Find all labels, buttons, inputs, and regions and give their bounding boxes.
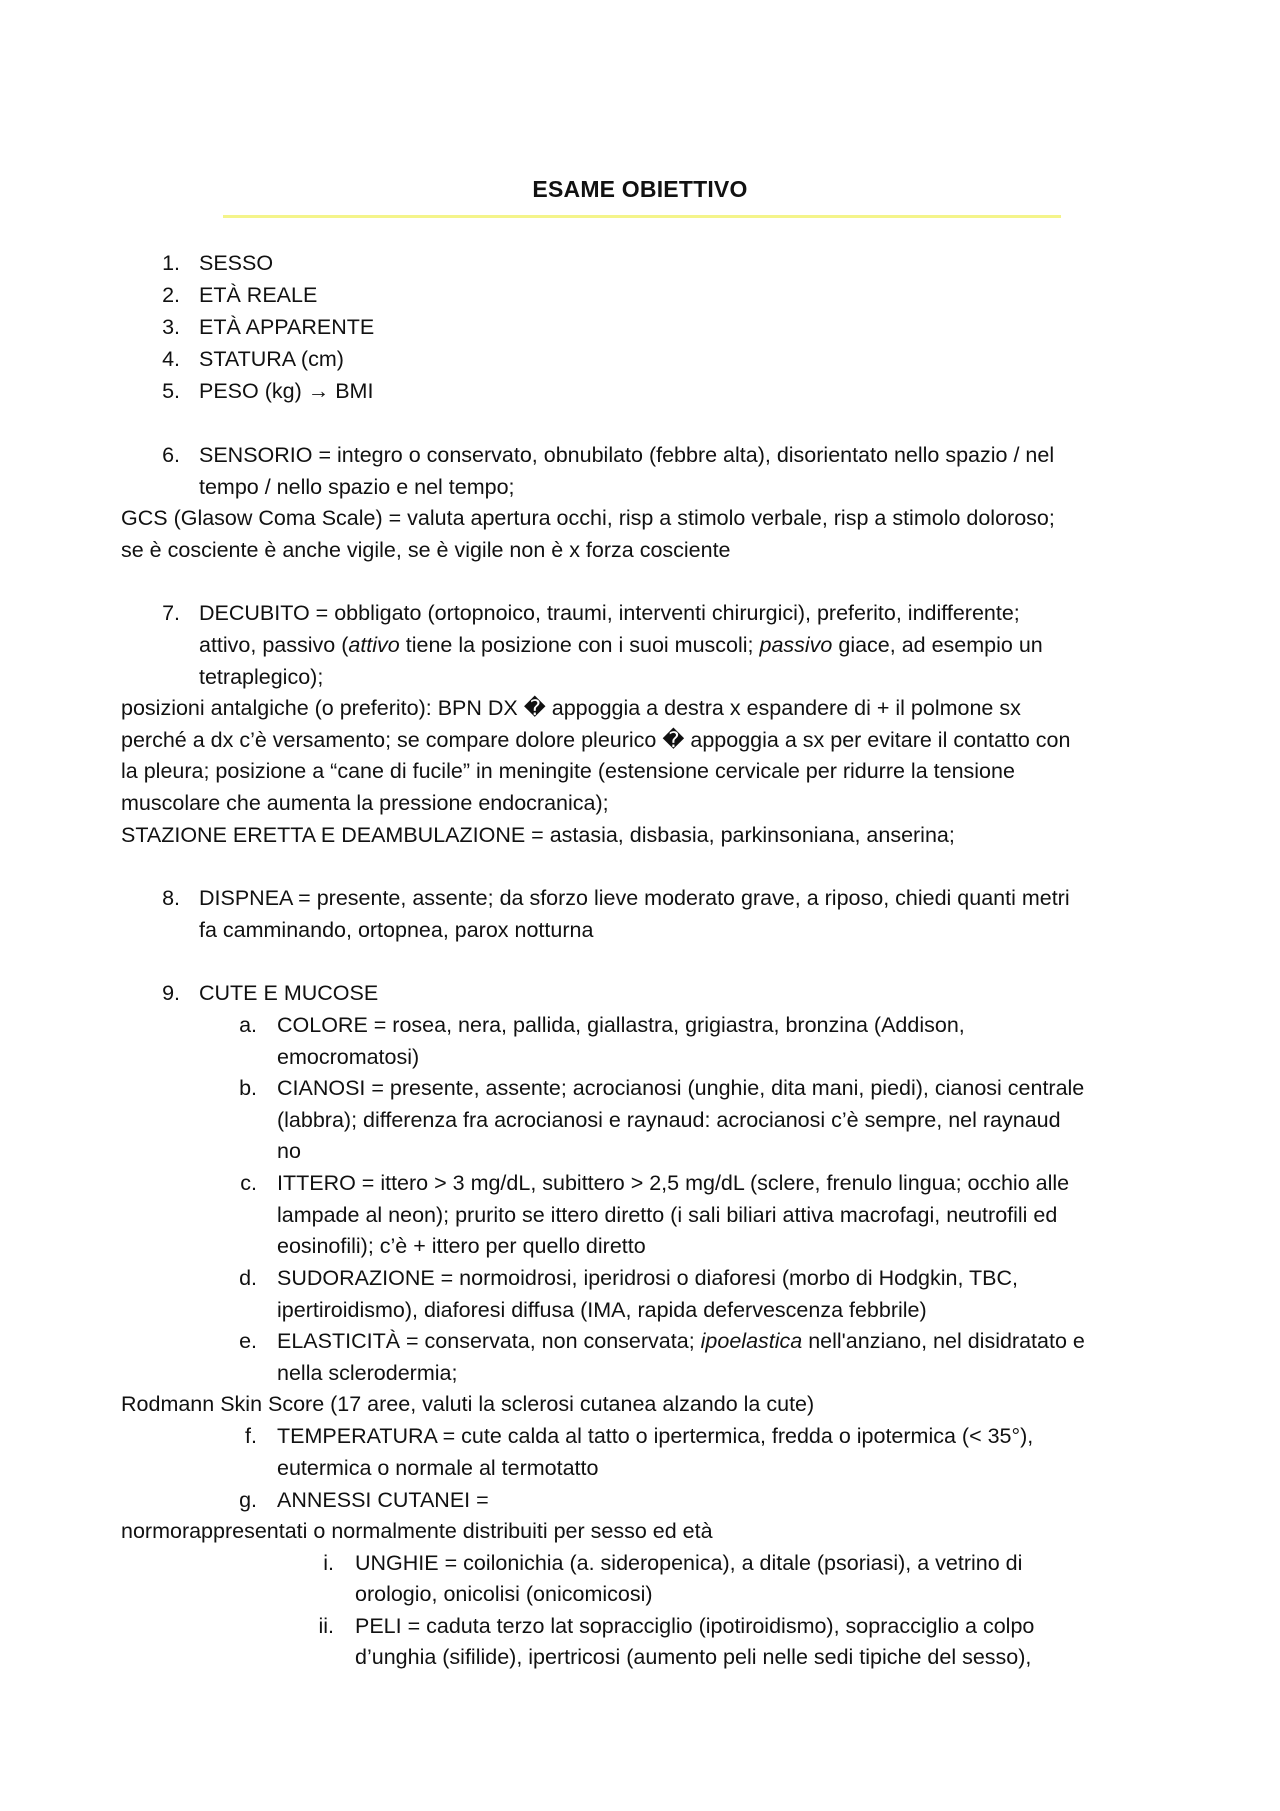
sub-list-text-continued: ipertiroidismo), diaforesi diffusa (IMA, rapida defervescenza febbrile) <box>277 1298 927 1322</box>
list-number: 6. <box>162 443 180 467</box>
paragraph-line: Rodmann Skin Score (17 aree, valuti la sclerosi cutanea alzando la cute) <box>121 1392 815 1416</box>
list-text-continued <box>199 631 1043 659</box>
text-run: attivo, passivo ( <box>199 633 349 657</box>
sub-list-text-continued: no <box>277 1139 301 1163</box>
title-underline <box>223 215 1061 218</box>
list-number: 8. <box>162 886 180 910</box>
list-text-continued: tempo / nello spazio e nel tempo; <box>199 475 515 499</box>
text-run: giace, ad esempio un <box>832 633 1043 657</box>
paragraph-line: se è cosciente è anche vigile, se è vigile non è x forza cosciente <box>121 538 731 562</box>
page-title: ESAME OBIETTIVO <box>532 176 748 202</box>
paragraph-line: la pleura; posizione a “cane di fucile” in meningite (estensione cervicale per ridurre la tensione <box>121 759 1015 783</box>
paragraph-line: STAZIONE ERETTA E DEAMBULAZIONE = astasia, disbasia, parkinsoniana, anserina; <box>121 823 955 847</box>
sub-list-letter: d. <box>239 1266 257 1290</box>
paragraph-line: muscolare che aumenta la pressione endocranica); <box>121 791 609 815</box>
sub-list-text-continued: eosinofili); c’è + ittero per quello diretto <box>277 1234 646 1258</box>
text-run: ELASTICITÀ = conservata, non conservata; <box>277 1329 701 1353</box>
sub-list-text-continued: (labbra); differenza fra acrocianosi e raynaud: acrocianosi c’è sempre, nel raynaud <box>277 1108 1061 1132</box>
list-text: DISPNEA = presente, assente; da sforzo lieve moderato grave, a riposo, chiedi quanti metri <box>199 886 1070 910</box>
list-text-continued: tetraplegico); <box>199 665 324 689</box>
sub-list-text: SUDORAZIONE = normoidrosi, iperidrosi o diaforesi (morbo di Hodgkin, TBC, <box>277 1266 1019 1290</box>
sub-list-text <box>277 1327 1085 1355</box>
list-text-continued: fa camminando, ortopnea, parox notturna <box>199 918 594 942</box>
list-number: 7. <box>162 601 180 625</box>
sub-list-text: COLORE = rosea, nera, pallida, giallastra, grigiastra, bronzina (Addison, <box>277 1013 965 1037</box>
list-number: 2. <box>162 283 180 307</box>
list-number: 3. <box>162 315 180 339</box>
list-text: STATURA (cm) <box>199 347 344 371</box>
sub-list-text-continued: emocromatosi) <box>277 1045 420 1069</box>
text-run: tiene la posizione con i suoi muscoli; <box>399 633 760 657</box>
list-number: 1. <box>162 251 180 275</box>
roman-list-text-continued: d’unghia (sifilide), ipertricosi (aumento peli nelle sedi tipiche del sesso), <box>355 1645 1032 1669</box>
paragraph-line: normorappresentati o normalmente distribuiti per sesso ed età <box>121 1519 713 1543</box>
list-text: SENSORIO = integro o conservato, obnubilato (febbre alta), disorientato nello spazio / nel <box>199 443 1055 467</box>
sub-list-text: CIANOSI = presente, assente; acrocianosi (unghie, dita mani, piedi), cianosi centrale <box>277 1076 1085 1100</box>
list-text: DECUBITO = obbligato (ortopnoico, traumi, interventi chirurgici), preferito, indifferente; <box>199 601 1020 625</box>
sub-list-text: ANNESSI CUTANEI = <box>277 1488 489 1512</box>
list-number: 4. <box>162 347 180 371</box>
list-text: PESO (kg) → BMI <box>199 379 374 403</box>
sub-list-letter: b. <box>239 1076 257 1100</box>
list-text: SESSO <box>199 251 274 275</box>
italic-text: attivo <box>348 633 400 657</box>
roman-list-text: UNGHIE = coilonichia (a. sideropenica), a ditale (psoriasi), a vetrino di <box>355 1551 1023 1575</box>
paragraph-line: GCS (Glasow Coma Scale) = valuta apertura occhi, risp a stimolo verbale, risp a stimolo doloroso; <box>121 506 1055 530</box>
list-text: ETÀ REALE <box>199 283 318 307</box>
sub-list-text: TEMPERATURA = cute calda al tatto o ipertermica, fredda o ipotermica (< 35°), <box>277 1424 1034 1448</box>
paragraph-line: posizioni antalgiche (o preferito): BPN DX � appoggia a destra x espandere di + il polmone sx <box>121 696 1021 720</box>
paragraph-line: perché a dx c’è versamento; se compare dolore pleurico � appoggia a sx per evitare il contatto con <box>121 728 1071 752</box>
sub-list-text-continued: nella sclerodermia; <box>277 1361 458 1385</box>
sub-list-text: ITTERO = ittero > 3 mg/dL, subittero > 2,5 mg/dL (sclere, frenulo lingua; occhio alle <box>277 1171 1070 1195</box>
sub-list-letter: a. <box>239 1013 257 1037</box>
list-number: 5. <box>162 379 180 403</box>
roman-list-number: ii. <box>318 1614 334 1638</box>
sub-list-letter: f. <box>245 1424 257 1448</box>
italic-text: ipoelastica <box>700 1329 803 1353</box>
roman-list-text-continued: orologio, onicolisi (onicomicosi) <box>355 1582 653 1606</box>
list-text: ETÀ APPARENTE <box>199 315 375 339</box>
roman-list-number: i. <box>323 1551 334 1575</box>
sub-list-letter: g. <box>239 1488 257 1512</box>
sub-list-letter: c. <box>240 1171 257 1195</box>
sub-list-text-continued: eutermica o normale al termotatto <box>277 1456 599 1480</box>
list-number: 9. <box>162 981 180 1005</box>
italic-text: passivo <box>759 633 833 657</box>
sub-list-text-continued: lampade al neon); prurito se ittero diretto (i sali biliari attiva macrofagi, neutrofili ed <box>277 1203 1058 1227</box>
list-text: CUTE E MUCOSE <box>199 981 379 1005</box>
sub-list-letter: e. <box>239 1329 257 1353</box>
roman-list-text: PELI = caduta terzo lat sopracciglio (ipotiroidismo), sopracciglio a colpo <box>355 1614 1035 1638</box>
text-run: nell'anziano, nel disidratato e <box>802 1329 1085 1353</box>
